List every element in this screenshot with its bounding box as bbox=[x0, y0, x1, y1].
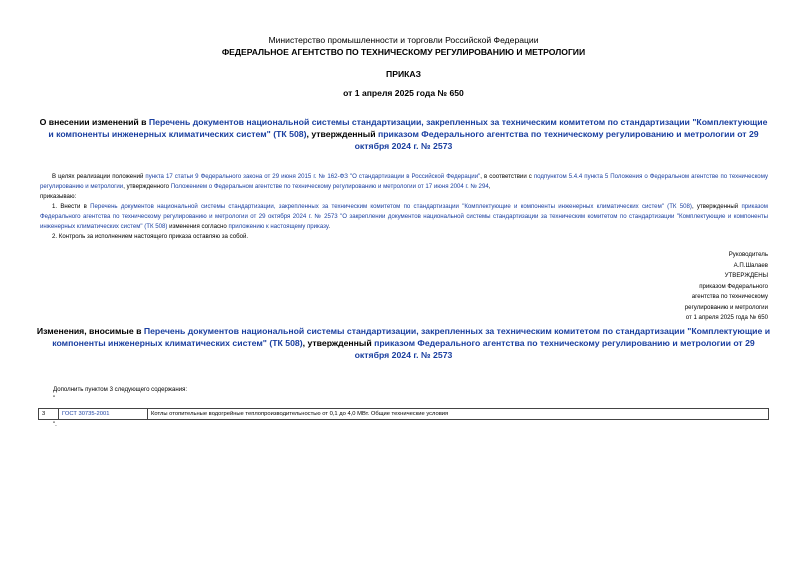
paragraph-order: приказываю: bbox=[40, 193, 77, 200]
link-federal-law[interactable]: пункта 17 статьи 9 Федерального закона от 29 июня 2015 г. № 162-ФЗ "О стандартизации в Российской Федерации" bbox=[145, 173, 481, 180]
standard-cell bbox=[59, 409, 148, 420]
standard-link[interactable]: ГОСТ 30735-2001 bbox=[62, 411, 110, 417]
document-title bbox=[36, 116, 771, 152]
approved-line-3: регулированию и метрологии bbox=[684, 303, 768, 311]
approved-line-1: приказом Федерального bbox=[699, 282, 768, 290]
approved-line-4: от 1 апреля 2025 года № 650 bbox=[685, 314, 768, 321]
order-body bbox=[40, 172, 768, 242]
link-regulation[interactable]: Положением о Федеральном агентстве по техническому регулированию и метрологии от 17 июня 2004 г. № 294 bbox=[170, 183, 489, 190]
order-heading: ПРИКАЗ bbox=[386, 69, 421, 79]
link-list[interactable]: Перечень документов национальной системы стандартизации, закрепленных за техническим комитетом по стандартизации "Комплектующие и компоненты инженерных климатических систем" (ТК 508) bbox=[90, 203, 692, 210]
text: , bbox=[488, 183, 491, 190]
agency-name: ФЕДЕРАЛЬНОЕ АГЕНТСТВО ПО ТЕХНИЧЕСКОМУ РЕГУЛИРОВАНИЮ И МЕТРОЛОГИИ bbox=[221, 47, 586, 57]
text: , в соответствии с bbox=[480, 173, 534, 180]
text: 1. Внести в bbox=[52, 203, 91, 210]
signature-block bbox=[568, 250, 768, 324]
ministry-name: Министерство промышленности и торговли Российской Федерации bbox=[268, 35, 539, 45]
text: В целях реализации положений bbox=[52, 173, 146, 180]
changes-link-order[interactable]: приказом Федерального агентства по техническому регулированию и метрологии от 29 октября 2024 г. № 2573 bbox=[354, 338, 755, 360]
approved-line-2: агентства по техническому bbox=[691, 293, 768, 300]
open-quote: " bbox=[53, 395, 56, 402]
changes-prefix: Изменения, вносимые в bbox=[36, 326, 144, 336]
amendment-intro: Дополнить пунктом 3 следующего содержания: bbox=[53, 386, 188, 393]
text: . bbox=[328, 223, 331, 230]
signer-position: Руководитель bbox=[728, 251, 768, 258]
text: , утвержденный bbox=[691, 203, 742, 210]
text: изменения согласно bbox=[167, 223, 229, 230]
title-prefix: О внесении изменений в bbox=[39, 117, 149, 127]
changes-title bbox=[36, 325, 771, 361]
link-appendix[interactable]: приложению к настоящему приказу bbox=[228, 223, 329, 230]
paragraph-item-2: 2. Контроль за исполнением настоящего приказа оставляю за собой. bbox=[52, 233, 249, 240]
link-order-2573[interactable]: приказом Федерального агентства по техническому регулированию и метрологии от 29 октября 2024 г. № 2573 "О закреплении документов национальной системы стандартизации за техническим комитетом по стандартизации "Комплектующие и компоненты инженерных климатических систем" (ТК 508) bbox=[40, 203, 768, 230]
changes-middle: , утвержденный bbox=[302, 338, 375, 348]
text: , утвержденного bbox=[123, 183, 171, 190]
table-row bbox=[39, 409, 769, 420]
row-number: 3 bbox=[39, 409, 59, 420]
signer-name: А.П.Шалаев bbox=[733, 261, 768, 269]
amendment-table bbox=[38, 408, 769, 420]
description-cell: Котлы отопительные водогрейные теплопроизводительностью от 0,1 до 4,0 МВт. Общие технические условия bbox=[148, 409, 769, 420]
approved-label: УТВЕРЖДЕНЫ bbox=[724, 272, 768, 279]
order-date: от 1 апреля 2025 года № 650 bbox=[343, 88, 464, 98]
paragraph-item-1 bbox=[40, 202, 768, 232]
link-subpoint[interactable]: подпунктом 5.4.4 пункта 5 Положения о Федеральном агентстве по техническому регулированию и метрологии bbox=[40, 173, 768, 190]
title-middle: , утвержденный bbox=[306, 129, 378, 139]
paragraph-preamble bbox=[40, 172, 768, 192]
close-quote: ". bbox=[53, 421, 57, 428]
title-link-order[interactable]: приказом Федерального агентства по техническому регулированию и метрологии от 29 октября 2024 г. № 2573 bbox=[354, 129, 759, 151]
changes-link-list[interactable]: Перечень документов национальной системы стандартизации, закрепленных за техническим комитетом по стандартизации "Комплектующие и компоненты инженерных климатических систем" (ТК 508) bbox=[52, 326, 771, 348]
title-link-list[interactable]: Перечень документов национальной системы стандартизации, закрепленных за техническим комитетом по стандартизации "Комплектующие и компоненты инженерных климатических систем" (ТК 508) bbox=[48, 117, 768, 139]
